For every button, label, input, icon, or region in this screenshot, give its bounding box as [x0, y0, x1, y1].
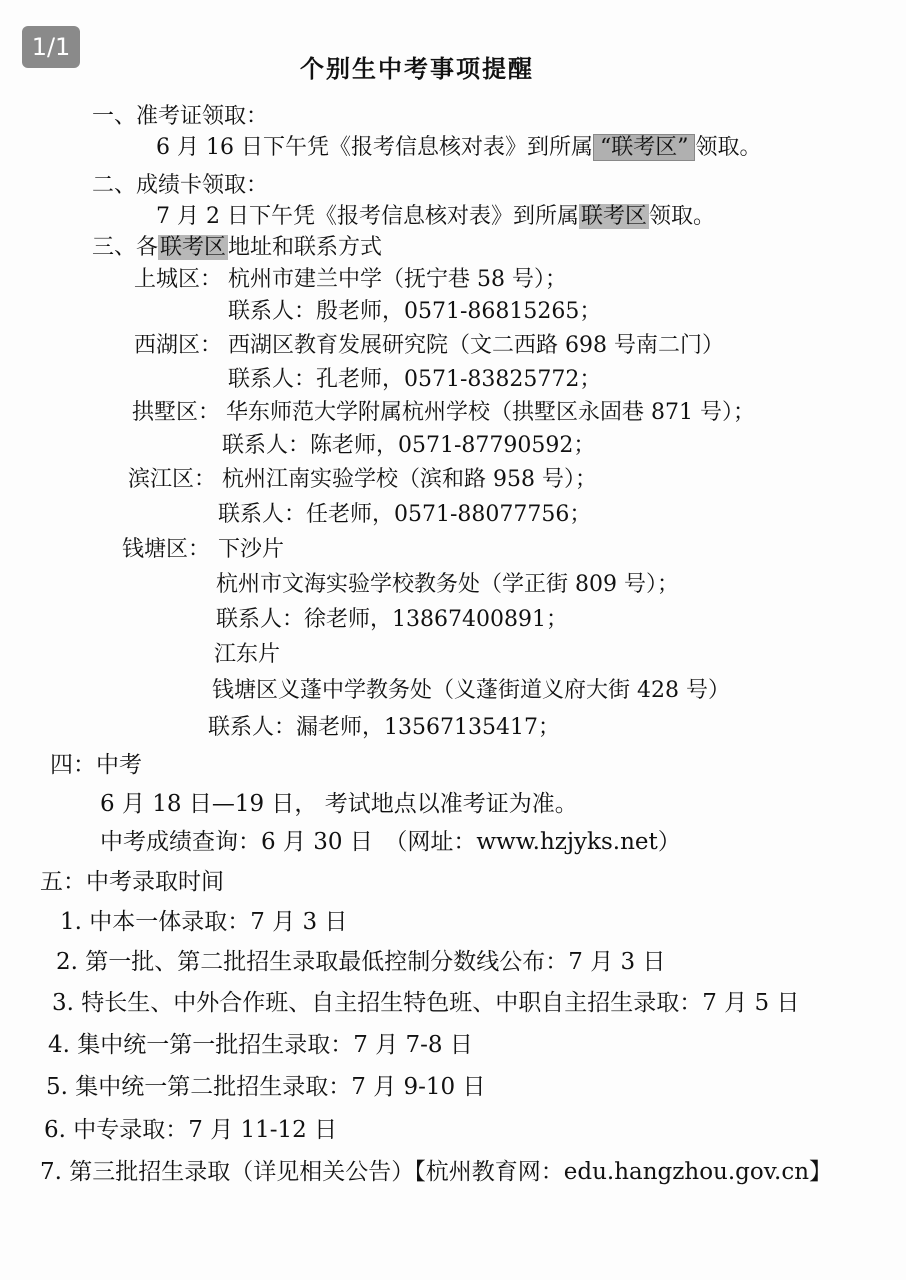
- section-1-body-tail: 领取。: [695, 135, 762, 160]
- district-name-qiantang: 钱塘区：: [122, 537, 211, 562]
- section-2-heading: 二、成绩卡领取：: [92, 173, 269, 198]
- section-4-score-query: 中考成绩查询：6 月 30 日 （网址：www.hzjyks.net）: [100, 829, 681, 855]
- document-title: 个别生中考事项提醒: [300, 54, 534, 83]
- area-xiasha: 下沙片: [218, 537, 285, 562]
- highlight-lianqaoqu-3: 联考区: [160, 235, 227, 260]
- admission-item: 7. 第三批招生录取（详见相关公告）【杭州教育网：edu.hangzhou.gov.cn】: [40, 1159, 833, 1185]
- area-xiasha-address: 杭州市文海实验学校教务处（学正街 809 号）；: [216, 572, 679, 597]
- district-name: 西湖区：: [134, 333, 223, 358]
- district-contact: 联系人：孔老师，0571-83825772；: [228, 367, 602, 392]
- section-2-body-tail: 领取。: [649, 204, 716, 229]
- page-indicator: 1/1: [22, 26, 80, 68]
- section-3-heading-post: 地址和联系方式: [228, 235, 383, 260]
- section-5-heading: 五：中考录取时间: [40, 869, 224, 895]
- admission-item: 1. 中本一体录取：7 月 3 日: [60, 909, 348, 935]
- area-jiangdong-address: 钱塘区义蓬中学教务处（义蓬街道义府大街 428 号）: [212, 678, 730, 703]
- section-3-heading: [92, 233, 382, 263]
- district-address: 杭州市建兰中学（抚宁巷 58 号）；: [228, 267, 567, 292]
- area-jiangdong: 江东片: [214, 642, 281, 667]
- section-1-body: [156, 133, 762, 163]
- district-name: 上城区：: [134, 267, 223, 292]
- section-3-heading-pre: 三、各: [92, 235, 159, 260]
- district-contact: 联系人：任老师，0571-88077756；: [218, 502, 592, 527]
- section-4-heading: 四：中考: [50, 752, 142, 778]
- district-name: 拱墅区：: [132, 400, 221, 425]
- section-1-body-text: 6 月 16 日下午凭《报考信息核对表》到所属: [156, 135, 593, 160]
- section-2-body-text: 7 月 2 日下午凭《报考信息核对表》到所属: [156, 204, 579, 229]
- district-contact: 联系人：殷老师，0571-86815265；: [228, 299, 602, 324]
- section-4-exam-dates: 6 月 18 日—19 日， 考试地点以准考证为准。: [100, 791, 578, 817]
- district-address: 华东师范大学附属杭州学校（拱墅区永固巷 871 号）；: [226, 400, 755, 425]
- district-address: 西湖区教育发展研究院（文二西路 698 号南二门）: [228, 333, 724, 358]
- admission-item: 2. 第一批、第二批招生录取最低控制分数线公布：7 月 3 日: [56, 949, 666, 975]
- highlight-lianqaoqu-2: 联考区: [580, 204, 647, 229]
- section-2-body: [156, 202, 715, 232]
- district-address: 杭州江南实验学校（滨和路 958 号）；: [222, 467, 597, 492]
- section-1-heading: 一、准考证领取：: [92, 104, 269, 129]
- area-xiasha-contact: 联系人：徐老师，13867400891；: [216, 607, 568, 632]
- admission-item: 6. 中专录取：7 月 11-12 日: [44, 1117, 338, 1143]
- district-contact: 联系人：陈老师，0571-87790592；: [222, 433, 596, 458]
- district-name: 滨江区：: [128, 467, 217, 492]
- highlight-lianqaoqu: “联考区”: [593, 134, 696, 161]
- admission-item: 5. 集中统一第二批招生录取：7 月 9-10 日: [46, 1074, 486, 1100]
- area-jiangdong-contact: 联系人：漏老师，13567135417；: [208, 715, 560, 740]
- admission-item: 4. 集中统一第一批招生录取：7 月 7-8 日: [48, 1032, 473, 1058]
- admission-item: 3. 特长生、中外合作班、自主招生特色班、中职自主招生录取：7 月 5 日: [52, 990, 800, 1016]
